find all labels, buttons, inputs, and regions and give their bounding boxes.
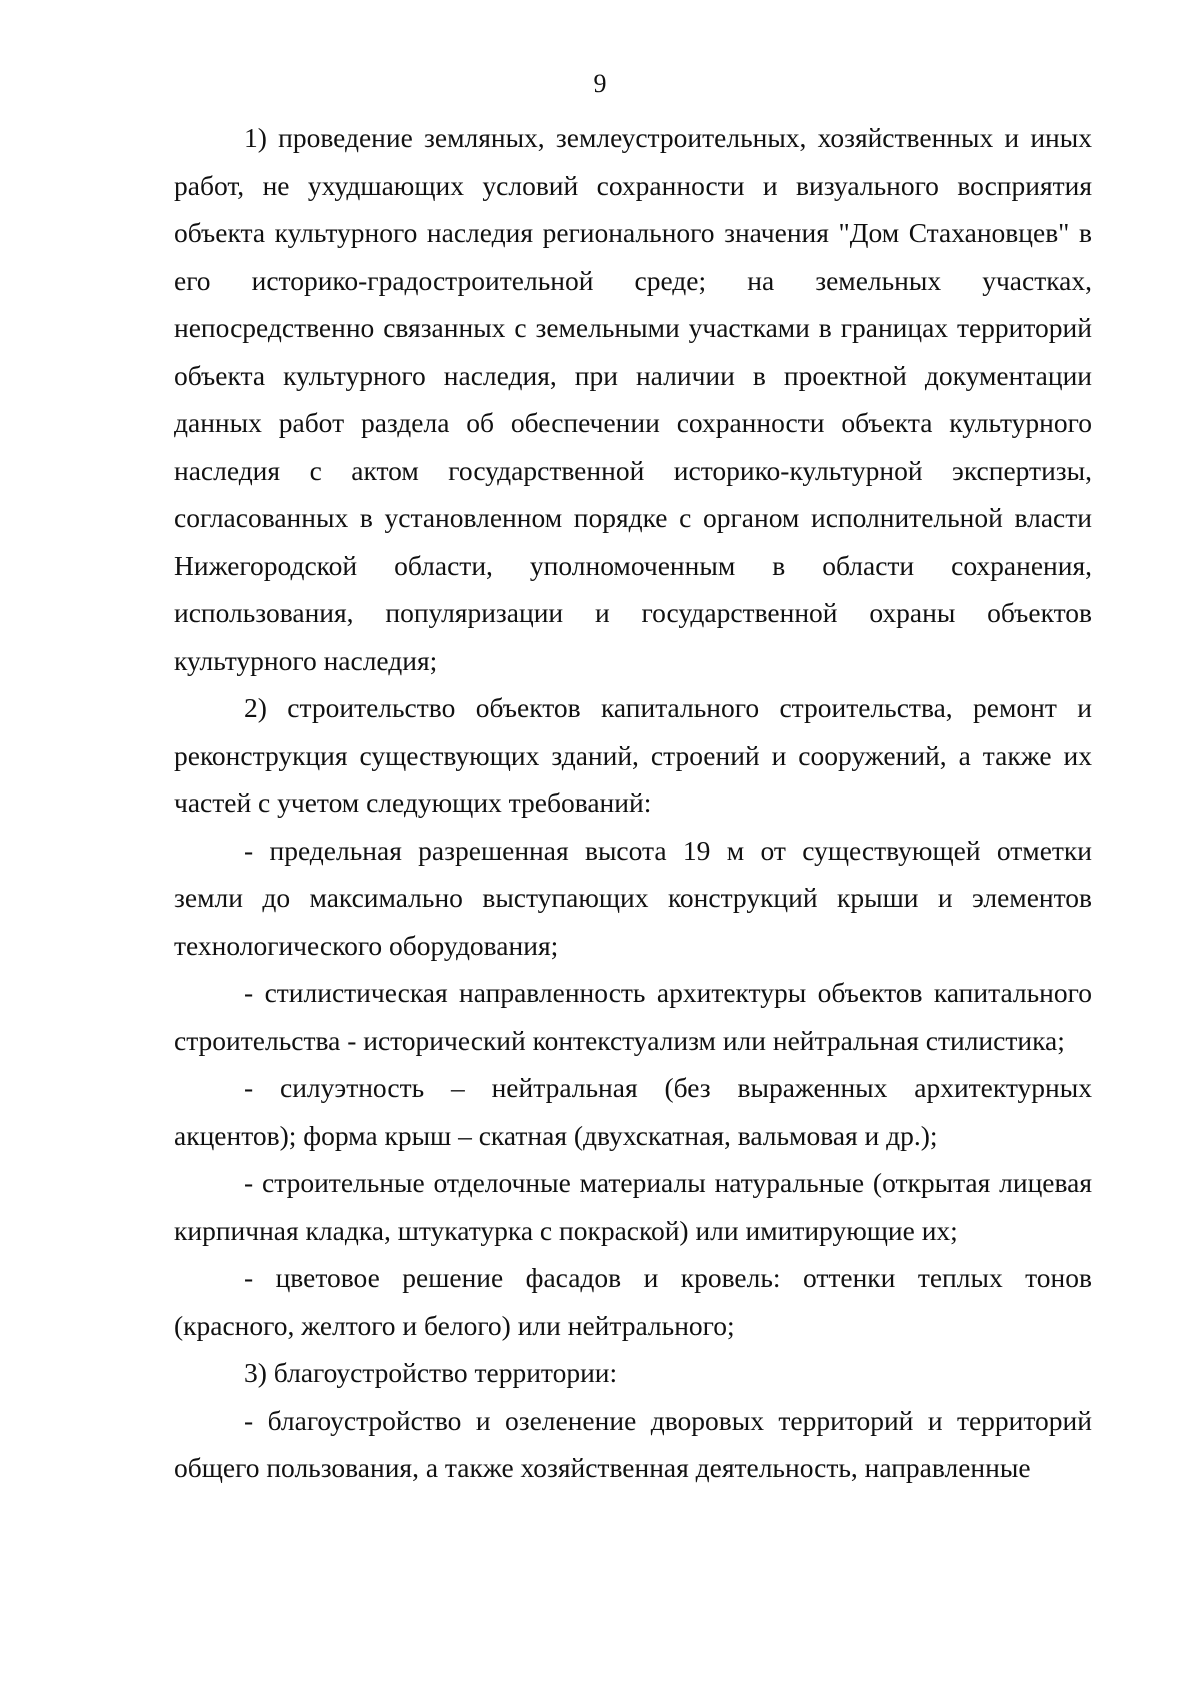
document-body [174, 114, 1092, 1492]
paragraph-style-requirement: - стилистическая направленность архитектуры объектов капитального строительства - исторический контекстуализм или нейтральная стилистика; [174, 977, 1092, 1056]
paragraph-landscaping: - благоустройство и озеленение дворовых территорий и территорий общего пользования, а также хозяйственная деятельность, направленные [174, 1404, 1092, 1483]
paragraph-item-2: 2) строительство объектов капитального строительства, ремонт и реконструкция существующих зданий, строений и сооружений, а также их частей с учетом следующих требований: [174, 692, 1092, 818]
paragraph-silhouette-requirement: - силуэтность – нейтральная (без выраженных архитектурных акцентов); форма крыш – скатная (двухскатная, вальмовая и др.); [174, 1072, 1092, 1151]
paragraph-height-requirement: - предельная разрешенная высота 19 м от существующей отметки земли до максимально выступающих конструкций крыши и элементов технологического оборудования; [174, 834, 1092, 961]
paragraph-item-3: 3) благоустройство территории: [244, 1357, 618, 1388]
paragraph-item-1: 1) проведение земляных, землеустроительных, хозяйственных и иных работ, не ухудшающих условий сохранности и визуального восприятия объекта культурного наследия регионального значения "Дом Стахановцев" в его историко-градостроительной среде; на земельных участках, непосредственно связанных с земельными участками в границах территорий объекта культурного наследия, при наличии в проектной документации данных работ раздела об обеспечении сохранности объекта культурного наследия с актом государственной историко-культурной экспертизы, согласованных в установленном порядке с органом исполнительной власти Нижегородской области, уполномоченным в области сохранения, использования, популяризации и государственной охраны объектов культурного наследия; [174, 122, 1092, 676]
paragraph-color-requirement: - цветовое решение фасадов и кровель: оттенки теплых тонов (красного, желтого и белого) или нейтрального; [174, 1262, 1092, 1341]
page-number: 9 [593, 69, 607, 98]
paragraph-materials-requirement: - строительные отделочные материалы натуральные (открытая лицевая кирпичная кладка, штукатурка с покраской) или имитирующие их; [174, 1167, 1092, 1246]
